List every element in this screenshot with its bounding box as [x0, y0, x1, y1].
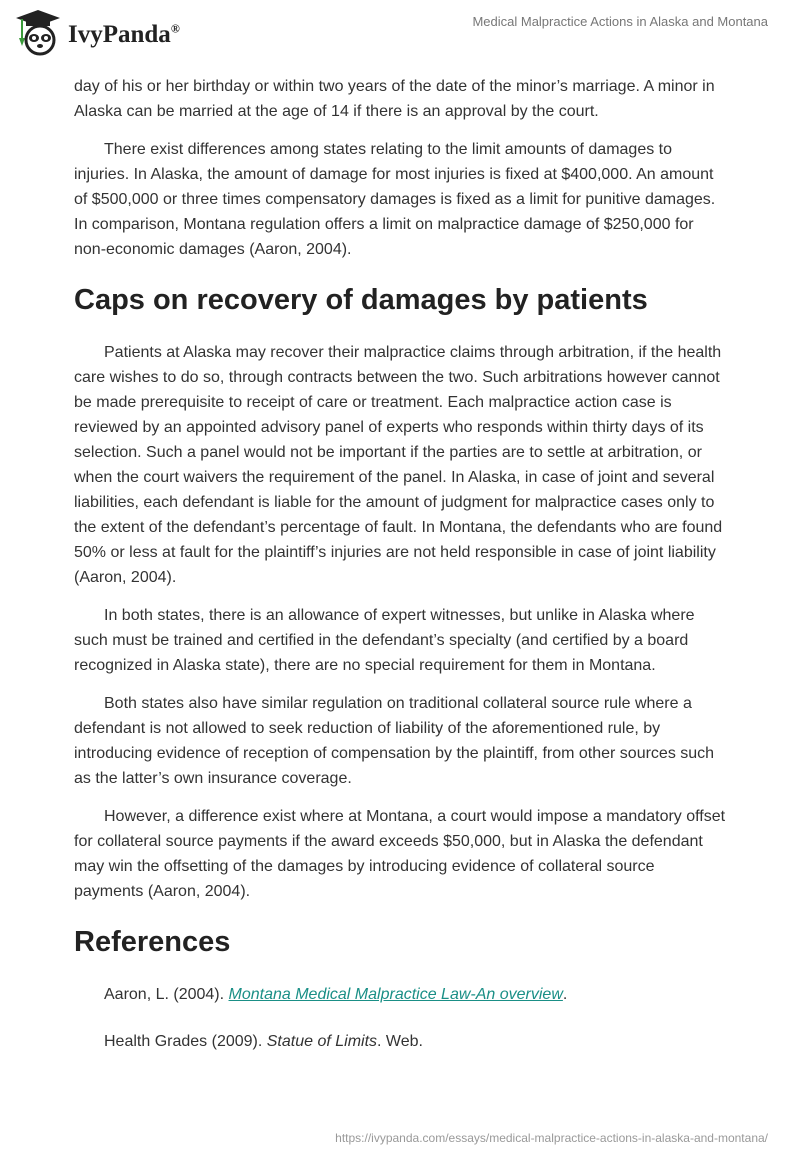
reference-suffix: . Web. [377, 1033, 423, 1050]
reference-title: Statue of Limits [266, 1033, 378, 1050]
document-title: Medical Malpractice Actions in Alaska and Montana [472, 14, 768, 29]
reference-item [104, 1029, 726, 1054]
header [0, 0, 800, 70]
reference-link[interactable]: Montana Medical Malpractice Law-An overview [228, 986, 563, 1003]
paragraph: In both states, there is an allowance of expert witnesses, but unlike in Alaska where such must be trained and certified in the defendant’s specialty (and certified by a board recognized in Alaska state), there are no special requirement for them in Montana. [74, 607, 695, 674]
logo-text: IvyPanda [68, 21, 171, 48]
article-body [74, 74, 726, 1076]
section-heading-caps: Caps on recovery of damages by patients [74, 284, 648, 316]
reference-author: Aaron, L. (2004). [104, 986, 229, 1003]
panda-logo-icon [14, 8, 62, 56]
paragraph: day of his or her birthday or within two years of the date of the minor’s marriage. A minor in Alaska can be married at the age of 14 if there is an approval by the court. [74, 78, 715, 120]
paragraph: There exist differences among states relating to the limit amounts of damages to injuries. In Alaska, the amount of damage for most injuries is fixed at $400,000. An amount of $500,000 or three times compensatory damages is fixed as a limit for punitive damages. In comparison, Montana regulation offers a limit on malpractice damage of $250,000 for non-economic damages (Aaron, 2004). [74, 141, 716, 258]
paragraph: Both states also have similar regulation on traditional collateral source rule where a defendant is not allowed to seek reduction of liability of the aforementioned rule, by introducing evidence of reception of compensation by the plaintiff, from other sources such as the latter’s own insurance coverage. [74, 695, 715, 787]
paragraph: However, a difference exist where at Montana, a court would impose a mandatory offset for collateral source payments if the award exceeds $50,000, but in Alaska the defendant may win the offsetting of the damages by introducing evidence of collateral source payments (Aaron, 2004). [74, 808, 726, 900]
references-heading: References [74, 926, 231, 958]
reference-item [104, 982, 726, 1007]
registered-mark: ® [170, 21, 180, 36]
reference-suffix: . [562, 986, 568, 1003]
reference-author: Health Grades (2009). [104, 1033, 267, 1050]
footer-url: https://ivypanda.com/essays/medical-malpractice-actions-in-alaska-and-montana/ [335, 1131, 768, 1145]
logo[interactable] [14, 8, 180, 56]
paragraph: Patients at Alaska may recover their malpractice claims through arbitration, if the health care wishes to do so, through contracts between the two. Such arbitrations however cannot be made prerequisite to receipt of care or treatment. Each malpractice action case is reviewed by an appointed advisory panel of experts who responds within thirty days of its selection. Such a panel would not be important if the parties are to settle at arbitration, or when the court waivers the requirement of the panel. In Alaska, in case of joint and several liabilities, each defendant is liable for the amount of judgment for malpractice cases only to the extent of the defendant’s percentage of fault. In Montana, the defendants who are found 50% or less at fault for the plaintiff’s injuries are not held responsible in case of joint liability (Aaron, 2004). [74, 344, 723, 586]
